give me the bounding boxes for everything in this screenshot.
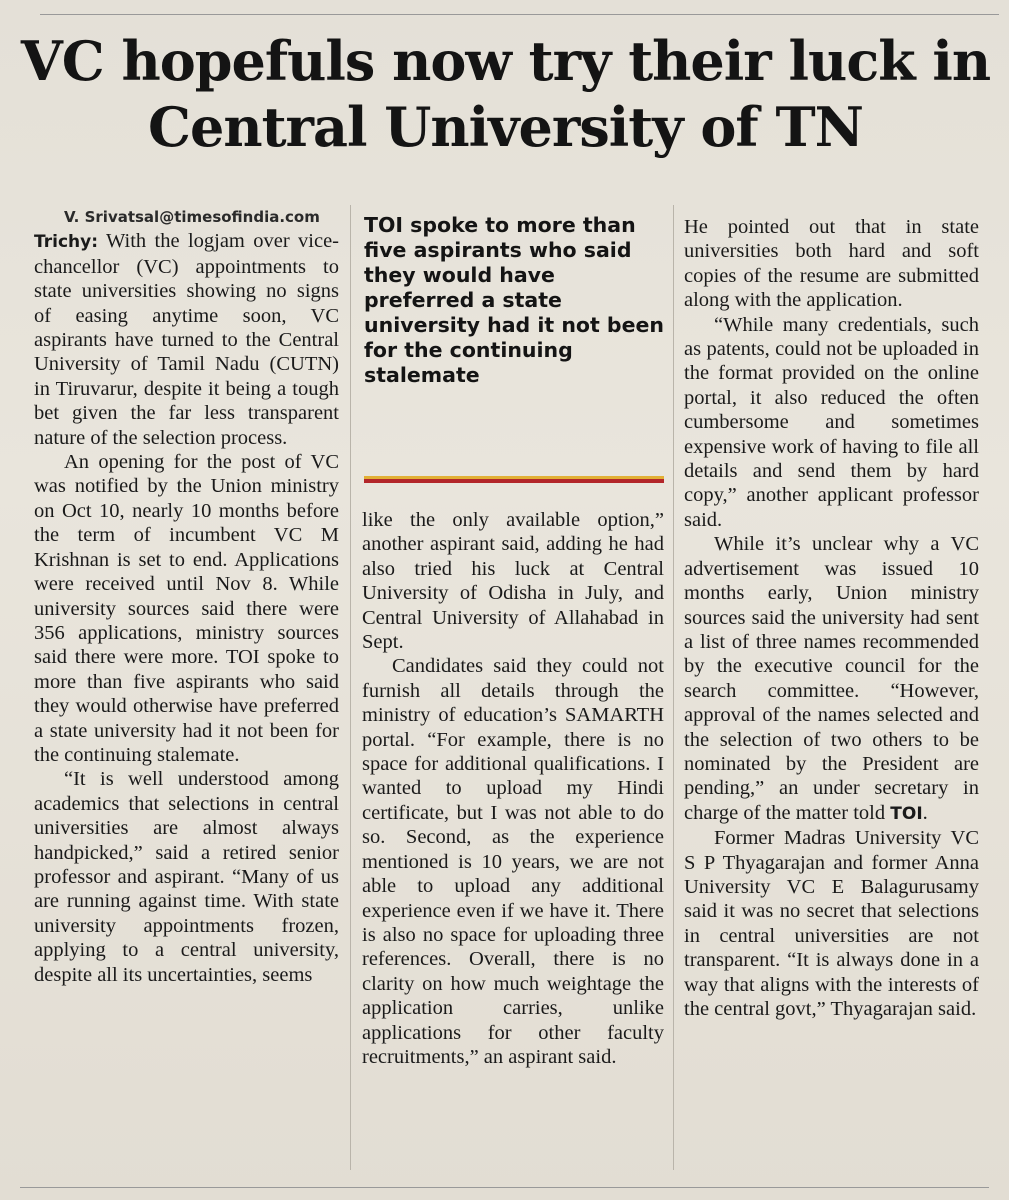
top-edge-fragment	[40, 0, 999, 15]
paragraph	[684, 532, 979, 826]
column-divider	[350, 205, 351, 1170]
paragraph: like the only available option,” another aspirant said, adding he had also tried his luck at Central University of Odisha in July, and Central University of Allahabad in Sept.	[362, 509, 664, 654]
bottom-edge-fragment	[20, 1187, 989, 1200]
paragraph: “While many credentials, such as patents, could not be uploaded in the format provided on the online portal, it also reduced the often cumbersome and sometimes expensive work of having to file all details and send them by hard copy,” another applicant professor said.	[684, 313, 979, 531]
paragraph-text: .	[922, 801, 928, 824]
headline: VC hopefuls now try their luck in Central University of TN	[20, 29, 991, 159]
paragraph: Candidates said they could not furnish all details through the ministry of education’s SAMARTH portal. “For example, there is no space for additional qualifications. I wanted to upload my Hindi certificate, but I was not able to do so. Second, as the experience mentioned is 10 years, we are not able to upload any additional experience even if we have it. There is also no space for uploading three references. Overall, there is no clarity on how much weightage the application carries, unlike applications for other faculty recruitments,” an aspirant said.	[362, 655, 664, 1068]
paragraph: He pointed out that in state universities both hard and soft copies of the resume are submitted along with the application.	[684, 216, 979, 312]
article-column-2	[362, 508, 664, 1069]
column-divider	[673, 205, 674, 1170]
pull-quote: TOI spoke to more than five aspirants who said they would have preferred a state university had it not been for the continuing stalemate	[364, 213, 665, 387]
byline: V. Srivatsal@timesofindia.com	[64, 208, 320, 226]
paragraph	[34, 229, 339, 450]
paragraph-text: With the logjam over vice-chancellor (VC) appointments to state universities showing no signs of easing anytime soon, VC aspirants have turned to the Central University of Tamil Nadu (CUTN) in Tiruvarur, despite it being a tough bet given the far less transparent nature of the selection process.	[34, 230, 339, 449]
paragraph: Former Madras University VC S P Thyagarajan and former Anna University VC E Balagurusamy said it was no secret that selections in central universities are not transparent. “It is always done in a way that aligns with the interests of the central govt,” Thyagarajan said.	[684, 827, 979, 1020]
toi-mention: TOI	[890, 803, 923, 824]
pull-quote-rule	[364, 476, 664, 483]
paragraph: An opening for the post of VC was notified by the Union ministry on Oct 10, nearly 10 months before the term of incumbent VC M Krishnan is set to end. Applications were received until Nov 8. While university sources said there were 356 applications, ministry sources said there were more. TOI spoke to more than five aspirants who said they would otherwise have preferred a state university had it not been for the continuing stalemate.	[34, 451, 339, 766]
paragraph-text: While it’s unclear why a VC advertisement was issued 10 months early, Union ministry sources said the university had sent a list of three names recommended by the executive council for the search committee. “However, approval of the names selected and the selection of two others to be nominated by the President are pending,” an under secretary in charge of the matter told	[684, 533, 979, 824]
article-column-3	[684, 215, 979, 1021]
paragraph: “It is well understood among academics that selections in central universities are almost always handpicked,” said a retired senior professor and aspirant. “Many of us are running against time. With state university appointments frozen, applying to a central university, despite all its uncertainties, seems	[34, 768, 339, 986]
dateline: Trichy:	[34, 232, 98, 253]
article-column-1	[34, 205, 339, 987]
